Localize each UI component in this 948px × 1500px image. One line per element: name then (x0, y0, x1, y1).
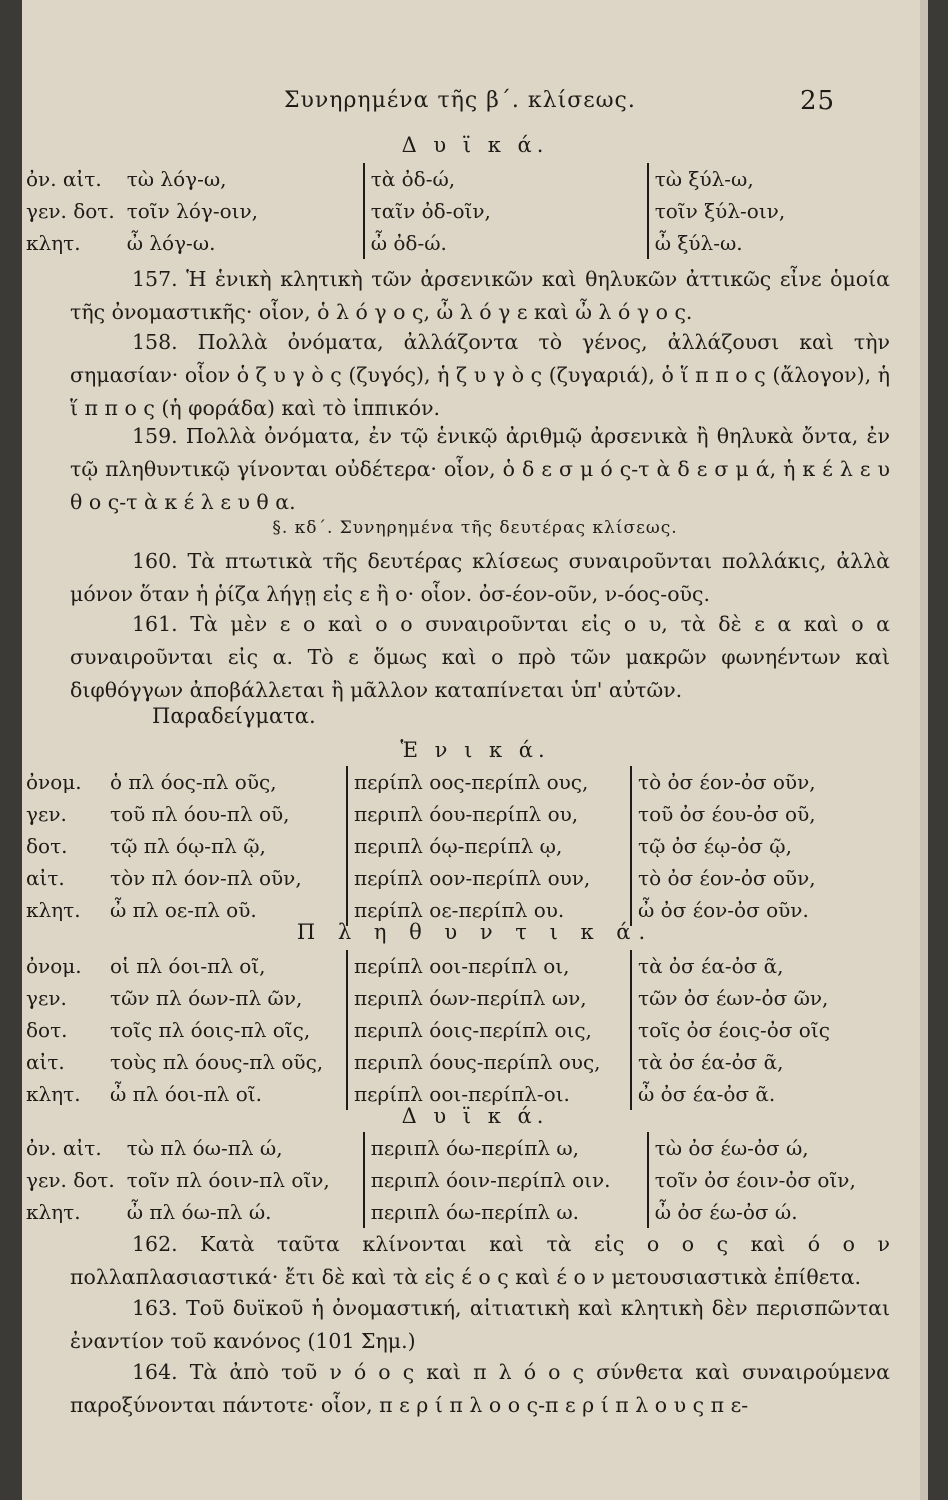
form-cell: ὦ λόγ-ω. (126, 231, 216, 255)
paragraph-164: 164. Τὰ ἀπὸ τοῦ ν ό ο ς καὶ π λ ό ο ς σύνθετα καὶ συναιρούμενα παροξύνονται πάντοτε· οἷον, π ε ρ ί π λ ο ο ς-π ε ρ ί π λ ο υ ς π ε- (70, 1360, 890, 1417)
form-cell: τοῖν πλ όοιν-πλ οῖν, (126, 1168, 330, 1192)
case-label: γεν. (26, 802, 67, 826)
form-cell: τὰ ὀσ έα-ὀσ ᾶ, (631, 1046, 864, 1078)
form-cell: τὼ πλ όω-πλ ώ, (126, 1136, 283, 1160)
running-title: Συνηρημένα τῆς β΄. κλίσεως. (284, 88, 636, 113)
form-cell: τὼ ξύλ-ω, (648, 163, 881, 195)
table-row (22, 950, 864, 982)
form-cell: ὦ ὀσ έα-ὀσ ᾶ. (631, 1078, 864, 1110)
form-cell: τοῦ πλ όου-πλ οῦ, (110, 802, 290, 826)
paragraph-162: 162. Κατὰ ταῦτα κλίνονται καὶ τὰ εἰς ο ο ς καὶ ό ο ν πολλαπλασιαστικά· ἔτι δὲ καὶ τὰ εἰς έ ο ς καὶ έ ο ν μετουσιαστικὰ ἐπίθετα. (70, 1232, 890, 1289)
plural-heading: Π λ η θ υ ν τ ι κ ά. (296, 920, 654, 944)
case-label: κλητ. (26, 898, 81, 922)
form-cell: περιπλ όῳ-περίπλ ῳ, (347, 830, 631, 862)
form-cell: περίπλ οε-περίπλ ου. (347, 894, 631, 926)
form-cell: ταῖν ὀδ-οῖν, (364, 195, 648, 227)
form-cell: περιπλ όοιν-περίπλ οιν. (364, 1164, 648, 1196)
form-cell: τῶν ὀσ έων-ὀσ ῶν, (631, 982, 864, 1014)
form-cell: περίπλ οον-περίπλ ουν, (347, 862, 631, 894)
table-row (22, 982, 864, 1014)
dual-heading: Δ υ ϊ κ ά. (401, 133, 549, 157)
singular-table (22, 766, 864, 926)
table-row (22, 830, 864, 862)
case-label: αἰτ. (26, 1050, 65, 1074)
paragraph-160: 160. Τὰ πτωτικὰ τῆς δευτέρας κλίσεως συναιροῦνται πολλάκις, ἀλλὰ μόνον ὅταν ἡ ῥίζα λήγῃ εἰς ε ἢ ο· οἷον. ὀσ-έον-οῦν, ν-όος-οῦς. (70, 549, 890, 606)
case-label: δοτ. (26, 1018, 68, 1042)
table-row (22, 798, 864, 830)
case-label: ὀν. αἰτ. (26, 167, 102, 191)
case-label: ὀνομ. (26, 770, 82, 794)
table-row (22, 195, 881, 227)
form-cell: τὼ ὀσ έω-ὀσ ώ, (648, 1132, 881, 1164)
form-cell: τὸ ὀσ έον-ὀσ οῦν, (631, 862, 864, 894)
case-label: ὀνομ. (26, 954, 82, 978)
form-cell: οἱ πλ όοι-πλ οῖ, (110, 954, 266, 978)
case-label: γεν. δοτ. (26, 199, 115, 223)
table-row (22, 862, 864, 894)
table-row (22, 1196, 881, 1228)
form-cell: τῶν πλ όων-πλ ῶν, (110, 986, 303, 1010)
table-row (22, 766, 864, 798)
form-cell: περιπλ όω-περίπλ ω. (364, 1196, 648, 1228)
form-cell: περιπλ όω-περίπλ ω, (364, 1132, 648, 1164)
form-cell: περίπλ οος-περίπλ ους, (347, 766, 631, 798)
form-cell: τοῖν ξύλ-οιν, (648, 195, 881, 227)
table-row (22, 1014, 864, 1046)
form-cell: περίπλ οοι-περίπλ-οι. (347, 1078, 631, 1110)
form-cell: περιπλ όους-περίπλ ους, (347, 1046, 631, 1078)
paragraph-163: 163. Τοῦ δυϊκοῦ ἡ ὀνομαστική, αἰτιατικὴ καὶ κλητικὴ δὲν περισπῶνται ἐναντίον τοῦ κανόνος (101 Σημ.) (70, 1296, 890, 1353)
case-label: γεν. δοτ. (26, 1168, 115, 1192)
form-cell: περιπλ όου-περίπλ ου, (347, 798, 631, 830)
plural-table (22, 950, 864, 1110)
singular-heading: Ἑ ν ι κ ά. (400, 738, 550, 762)
form-cell: ὦ πλ όω-πλ ώ. (126, 1200, 272, 1224)
case-label: γεν. (26, 986, 67, 1010)
form-cell: τὰ ὀσ έα-ὀσ ᾶ, (631, 950, 864, 982)
form-cell: ὦ ὀσ έον-ὀσ οῦν. (631, 894, 864, 926)
form-cell: τὸν πλ όον-πλ οῦν, (110, 866, 302, 890)
table-row (22, 1164, 881, 1196)
paragraph-159: 159. Πολλὰ ὀνόματα, ἐν τῷ ἑνικῷ ἀριθμῷ ἀρσενικὰ ἢ θηλυκὰ ὄντα, ἐν τῷ πληθυντικῷ γίνονται οὐδέτερα· οἷον, ὁ δ ε σ μ ό ς-τ ὰ δ ε σ μ ά, ἡ κ έ λ ε υ θ ο ς-τ ὰ κ έ λ ε υ θ α. (70, 424, 890, 514)
dual-heading-2: Δ υ ϊ κ ά. (401, 1104, 549, 1128)
table-row (22, 1046, 864, 1078)
form-cell: τοῦ ὀσ έου-ὀσ οῦ, (631, 798, 864, 830)
table-row (22, 227, 881, 259)
form-cell: τῷ πλ όῳ-πλ ῷ, (110, 834, 266, 858)
table-row (22, 1132, 881, 1164)
form-cell: ὦ ὀσ έω-ὀσ ώ. (648, 1196, 881, 1228)
paragraph-161: 161. Τὰ μὲν ε ο καὶ ο ο συναιροῦνται εἰς ο υ, τὰ δὲ ε α καὶ ο α συναιροῦνται εἰς α. Τὸ ε ὅμως καὶ ο πρὸ τῶν μακρῶν φωνηέντων καὶ διφθόγγων ἀποβάλλεται ἢ μᾶλλον καταπίνεται ὑπ' αὐτῶν. (70, 612, 890, 702)
running-header (22, 88, 928, 122)
form-cell: ὦ ξύλ-ω. (648, 227, 881, 259)
paragraph-157: 157. Ἡ ἑνικὴ κλητικὴ τῶν ἀρσενικῶν καὶ θηλυκῶν ἀττικῶς εἶνε ὁμοία τῆς ὀνομαστικῆς· οἷον, ὁ λ ό γ ο ς, ὦ λ ό γ ε καὶ ὦ λ ό γ ο ς. (70, 267, 890, 324)
form-cell: ὦ ὀδ-ώ. (364, 227, 648, 259)
case-label: αἰτ. (26, 866, 65, 890)
page-number: 25 (800, 86, 836, 116)
form-cell: τοῖν λόγ-οιν, (126, 199, 258, 223)
paragraph-158: 158. Πολλὰ ὀνόματα, ἀλλάζοντα τὸ γένος, ἀλλάζουσι καὶ τὴν σημασίαν· οἷον ὁ ζ υ γ ὸ ς (ζυγός), ἡ ζ υ γ ὸ ς (ζυγαριά), ὁ ἵ π π ο ς (ἄλογον), ἡ ἵ π π ο ς (ἡ φοράδα) καὶ τὸ ἱππικόν. (70, 330, 890, 420)
form-cell: περιπλ όοις-περίπλ οις, (347, 1014, 631, 1046)
case-label: ὀν. αἰτ. (26, 1136, 102, 1160)
form-cell: τὸ ὀσ έον-ὀσ οῦν, (631, 766, 864, 798)
case-label: κλητ. (26, 231, 81, 255)
form-cell: ὁ πλ όος-πλ οῦς, (110, 770, 277, 794)
form-cell: τὼ λόγ-ω, (126, 167, 227, 191)
form-cell: τῷ ὀσ έῳ-ὀσ ῷ, (631, 830, 864, 862)
case-label: δοτ. (26, 834, 68, 858)
form-cell: τοῖς ὀσ έοις-ὀσ οῖς (631, 1014, 864, 1046)
form-cell: τοὺς πλ όους-πλ οῦς, (110, 1050, 324, 1074)
form-cell: τοῖς πλ όοις-πλ οῖς, (110, 1018, 311, 1042)
book-page (22, 0, 928, 1500)
section-heading: §. κδ΄. Συνηρημένα τῆς δευτέρας κλίσεως. (272, 518, 678, 538)
form-cell: τὰ ὀδ-ώ, (364, 163, 648, 195)
case-label: κλητ. (26, 1200, 81, 1224)
form-cell: ὦ πλ οε-πλ οῦ. (110, 898, 257, 922)
table-row (22, 163, 881, 195)
form-cell: τοῖν ὀσ έοιν-ὀσ οῖν, (648, 1164, 881, 1196)
case-label: κλητ. (26, 1082, 81, 1106)
form-cell: περίπλ οοι-περίπλ οι, (347, 950, 631, 982)
examples-label: Παραδείγματα. (152, 704, 316, 728)
dual-table-2 (22, 1132, 881, 1228)
dual-table-1 (22, 163, 881, 259)
form-cell: περιπλ όων-περίπλ ων, (347, 982, 631, 1014)
form-cell: ὦ πλ όοι-πλ οῖ. (110, 1082, 262, 1106)
